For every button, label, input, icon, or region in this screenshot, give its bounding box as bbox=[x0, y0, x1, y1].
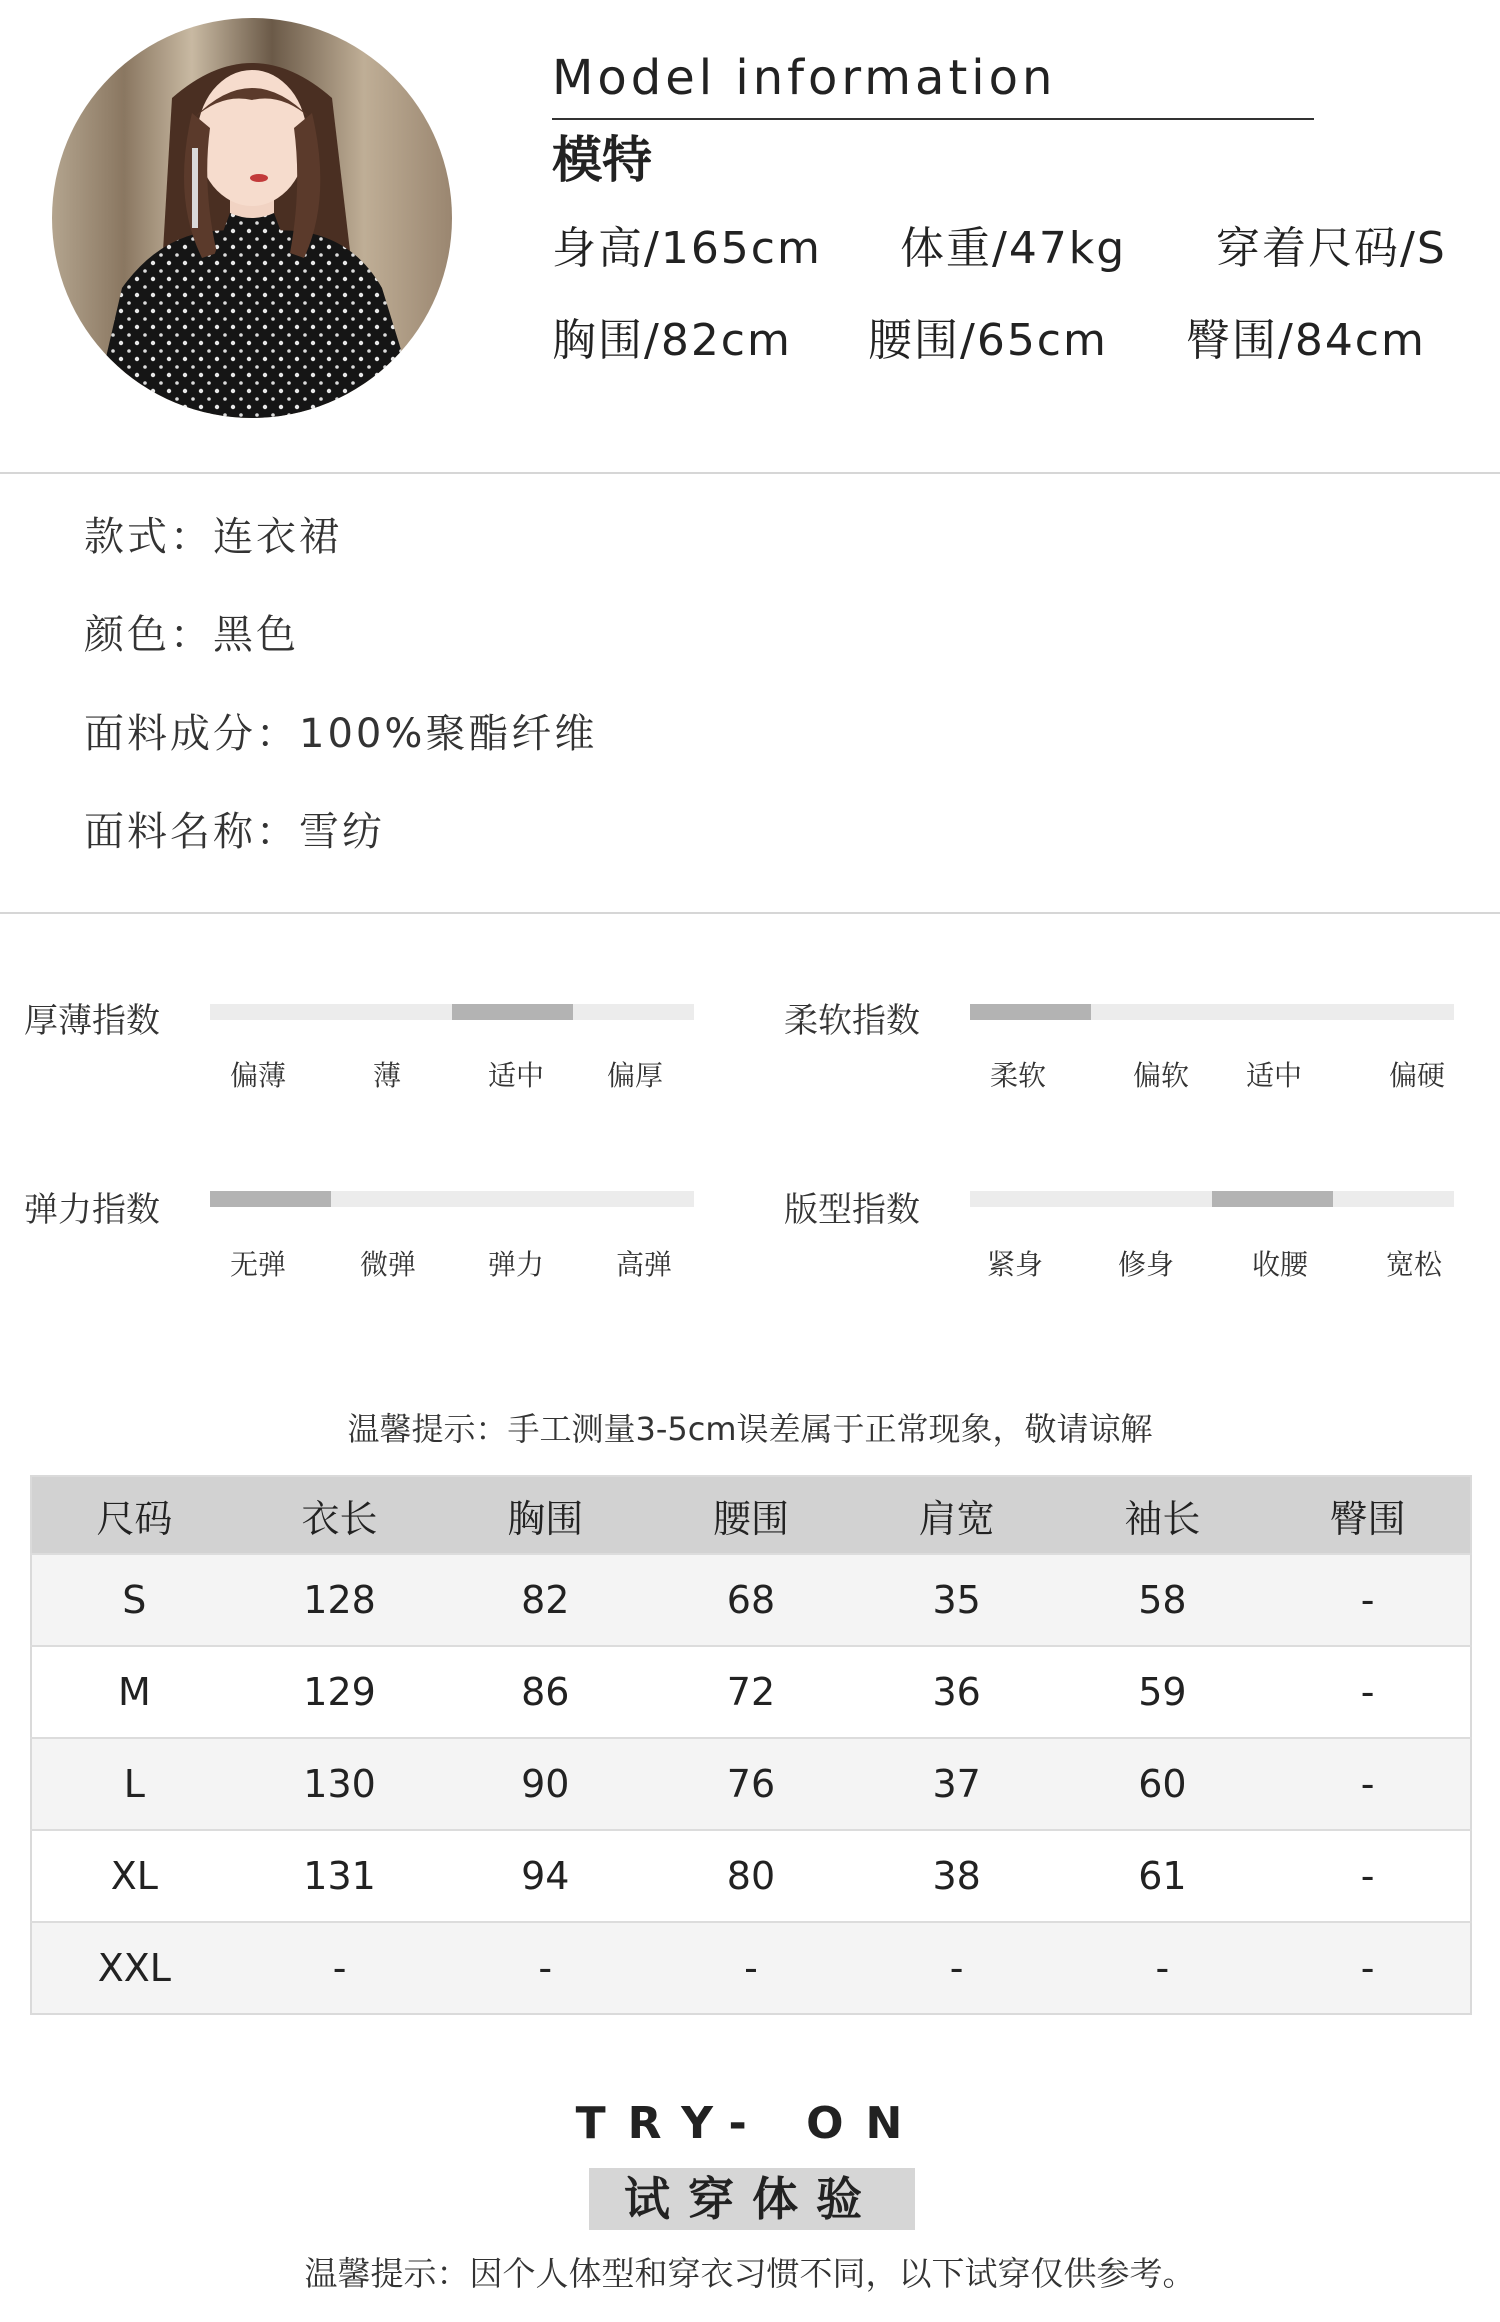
fit-option: 修身 bbox=[1118, 1248, 1175, 1281]
table-cell: 68 bbox=[648, 1554, 854, 1646]
model-photo-illustration bbox=[52, 18, 452, 418]
table-cell: 38 bbox=[854, 1830, 1060, 1922]
table-cell: 60 bbox=[1060, 1738, 1266, 1830]
fit-index-bar bbox=[970, 1191, 1454, 1207]
elasticity-option: 微弹 bbox=[360, 1248, 417, 1281]
table-cell: 82 bbox=[442, 1554, 648, 1646]
table-row bbox=[31, 1554, 1471, 1646]
table-row bbox=[31, 1830, 1471, 1922]
spec-fabric-name: 面料名称：雪纺 bbox=[84, 809, 385, 855]
spec-color: 颜色：黑色 bbox=[84, 612, 299, 658]
softness-index-bar bbox=[970, 1004, 1454, 1020]
table-cell: 61 bbox=[1060, 1830, 1266, 1922]
table-cell: - bbox=[1060, 1922, 1266, 2014]
elasticity-index-bar bbox=[210, 1191, 694, 1207]
table-cell: 131 bbox=[237, 1830, 443, 1922]
fit-option: 收腰 bbox=[1252, 1248, 1309, 1281]
model-section bbox=[0, 0, 1500, 472]
fit-option: 宽松 bbox=[1386, 1248, 1443, 1281]
table-cell: 36 bbox=[854, 1646, 1060, 1738]
elasticity-option: 高弹 bbox=[616, 1248, 673, 1281]
measurement-tip: 温馨提示：手工测量3-5cm误差属于正常现象，敬请谅解 bbox=[347, 1410, 1153, 1448]
size-table bbox=[30, 1475, 1472, 2015]
softness-index-indicator bbox=[970, 1004, 1091, 1020]
fit-index-label: 版型指数 bbox=[784, 1190, 920, 1230]
size-table-header-cell: 胸围 bbox=[442, 1476, 648, 1554]
tryon-title-cn: 试穿体验 bbox=[624, 2172, 880, 2226]
table-cell: 90 bbox=[442, 1738, 648, 1830]
softness-option: 偏软 bbox=[1133, 1059, 1190, 1092]
elasticity-index-label: 弹力指数 bbox=[24, 1190, 160, 1230]
thickness-option: 偏薄 bbox=[230, 1059, 287, 1092]
fit-option: 紧身 bbox=[987, 1248, 1044, 1281]
table-row bbox=[31, 1738, 1471, 1830]
size-table-header-cell: 衣长 bbox=[237, 1476, 443, 1554]
spec-style: 款式：连衣裙 bbox=[84, 514, 342, 560]
table-cell: 35 bbox=[854, 1554, 1060, 1646]
table-cell: 59 bbox=[1060, 1646, 1266, 1738]
fit-index-indicator bbox=[1212, 1191, 1333, 1207]
thickness-index-bar bbox=[210, 1004, 694, 1020]
table-row bbox=[31, 1646, 1471, 1738]
table-cell: - bbox=[442, 1922, 648, 2014]
table-cell: XL bbox=[31, 1830, 237, 1922]
size-table-header-cell: 臀围 bbox=[1265, 1476, 1471, 1554]
table-cell: 76 bbox=[648, 1738, 854, 1830]
table-cell: 86 bbox=[442, 1646, 648, 1738]
table-cell: - bbox=[1265, 1830, 1471, 1922]
elasticity-index-indicator bbox=[210, 1191, 331, 1207]
softness-option: 柔软 bbox=[990, 1059, 1047, 1092]
tryon-tip: 温馨提示：因个人体型和穿衣习惯不同，以下试穿仅供参考。 bbox=[304, 2254, 1196, 2293]
thickness-option: 薄 bbox=[373, 1059, 402, 1092]
table-cell: - bbox=[1265, 1738, 1471, 1830]
softness-option: 适中 bbox=[1246, 1059, 1303, 1092]
table-cell: - bbox=[648, 1922, 854, 2014]
size-table-header-cell: 尺码 bbox=[31, 1476, 237, 1554]
thickness-index-label: 厚薄指数 bbox=[24, 1001, 160, 1041]
table-cell: 94 bbox=[442, 1830, 648, 1922]
table-cell: L bbox=[31, 1738, 237, 1830]
tryon-title-en: TRY- ON bbox=[575, 2098, 925, 2149]
model-weight: 体重/47kg bbox=[900, 223, 1127, 274]
table-cell: XXL bbox=[31, 1922, 237, 2014]
table-row bbox=[31, 1922, 1471, 2014]
model-photo bbox=[52, 18, 452, 418]
table-cell: - bbox=[1265, 1922, 1471, 2014]
model-info-title: Model information bbox=[552, 50, 1314, 120]
size-table-header-cell: 腰围 bbox=[648, 1476, 854, 1554]
table-cell: 130 bbox=[237, 1738, 443, 1830]
table-cell: - bbox=[854, 1922, 1060, 2014]
model-size-worn: 穿着尺码/S bbox=[1216, 223, 1447, 274]
softness-index-label: 柔软指数 bbox=[784, 1001, 920, 1041]
section-divider bbox=[0, 472, 1500, 474]
size-table-header-cell: 肩宽 bbox=[854, 1476, 1060, 1554]
section-divider bbox=[0, 912, 1500, 914]
thickness-option: 偏厚 bbox=[607, 1059, 664, 1092]
table-cell: M bbox=[31, 1646, 237, 1738]
elasticity-option: 弹力 bbox=[488, 1248, 545, 1281]
model-bust: 胸围/82cm bbox=[552, 315, 792, 366]
table-cell: 128 bbox=[237, 1554, 443, 1646]
spec-composition: 面料成分：100%聚酯纤维 bbox=[84, 711, 598, 757]
model-hip: 臀围/84cm bbox=[1186, 315, 1426, 366]
table-cell: 80 bbox=[648, 1830, 854, 1922]
softness-option: 偏硬 bbox=[1389, 1059, 1446, 1092]
thickness-index-indicator bbox=[452, 1004, 573, 1020]
elasticity-option: 无弹 bbox=[230, 1248, 287, 1281]
table-cell: - bbox=[237, 1922, 443, 2014]
table-cell: 129 bbox=[237, 1646, 443, 1738]
model-height: 身高/165cm bbox=[552, 223, 822, 274]
table-cell: 58 bbox=[1060, 1554, 1266, 1646]
table-cell: 72 bbox=[648, 1646, 854, 1738]
table-cell: 37 bbox=[854, 1738, 1060, 1830]
model-waist: 腰围/65cm bbox=[868, 315, 1108, 366]
table-cell: - bbox=[1265, 1646, 1471, 1738]
table-cell: - bbox=[1265, 1554, 1471, 1646]
thickness-option: 适中 bbox=[488, 1059, 545, 1092]
table-cell: S bbox=[31, 1554, 237, 1646]
model-subtitle: 模特 bbox=[552, 131, 652, 189]
size-table-header-cell: 袖长 bbox=[1060, 1476, 1266, 1554]
size-table-header bbox=[31, 1476, 1471, 1554]
